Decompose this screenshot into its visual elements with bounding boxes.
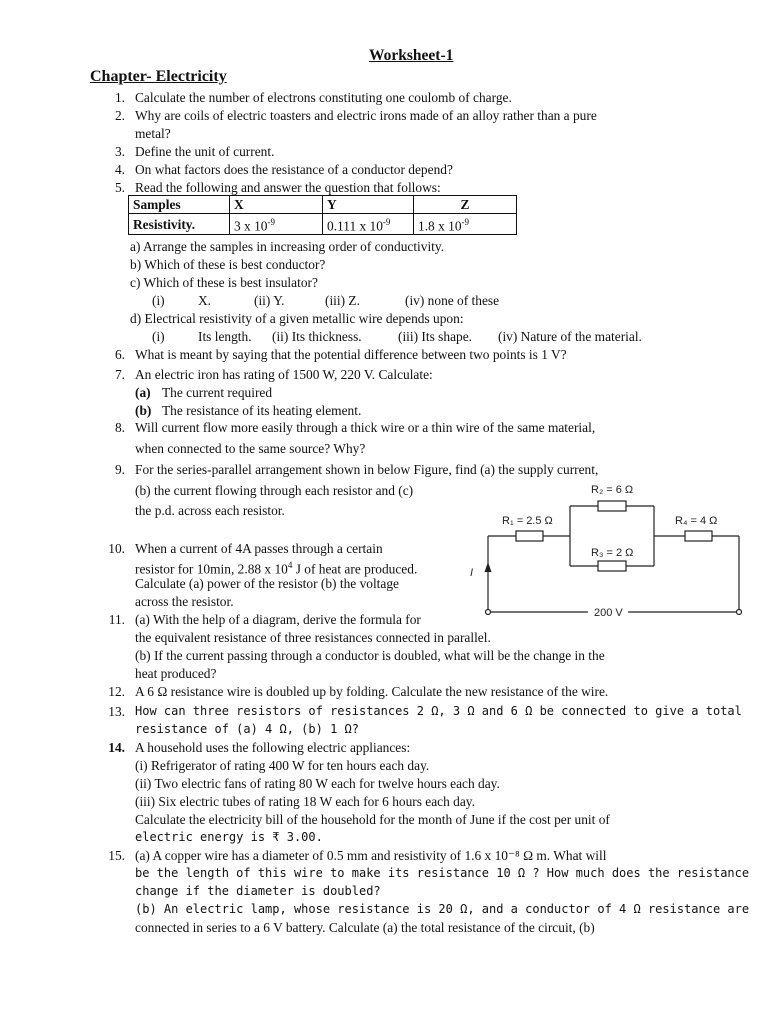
- question-15-line-3: change if the diameter is doubled?: [135, 884, 381, 898]
- question-number: 1.: [114, 90, 125, 105]
- table-row: [129, 214, 517, 235]
- question-5d: d) Electrical resistivity of a given metallic wire depends upon:: [130, 311, 464, 326]
- question-14-ii: (ii) Two electric fans of rating 80 W each for twelve hours each day.: [135, 776, 500, 791]
- option: (iv) Nature of the material.: [498, 329, 642, 344]
- question-number: 15.: [108, 848, 125, 863]
- question-11-line-1: (a) With the help of a diagram, derive the formula for: [135, 612, 421, 627]
- option: (i): [152, 293, 165, 308]
- chapter-heading: Chapter- Electricity: [90, 68, 227, 85]
- question-15-line-5: connected in series to a 6 V battery. Calculate (a) the total resistance of the circuit, (b): [135, 920, 595, 935]
- option: (iii) Its shape.: [398, 329, 473, 344]
- table-header-cell: Y: [323, 196, 414, 214]
- question-8-line-2: when connected to the same source? Why?: [135, 441, 366, 456]
- table-header-cell: Samples: [129, 196, 230, 214]
- question-11-line-2: the equivalent resistance of three resistances connected in parallel.: [135, 630, 491, 645]
- question-number: 12.: [108, 684, 125, 699]
- question-9-line-2: (b) the current flowing through each resistor and (c): [135, 483, 414, 498]
- question-9-line-1: For the series-parallel arrangement shown in below Figure, find (a) the supply current,: [135, 462, 599, 477]
- option: X.: [198, 293, 212, 308]
- question-4-text: On what factors does the resistance of a conductor depend?: [135, 162, 453, 177]
- option: Its length.: [198, 329, 252, 344]
- resistor-r1-symbol: [516, 531, 543, 541]
- table-header-cell: Z: [414, 196, 517, 214]
- question-10-line-1: When a current of 4A passes through a certain: [135, 541, 383, 556]
- question-number: 4.: [114, 162, 125, 177]
- resistor-r4-symbol: [685, 531, 712, 541]
- question-5b: b) Which of these is best conductor?: [130, 257, 326, 272]
- question-number: 3.: [114, 144, 125, 159]
- resistivity-table: [128, 195, 517, 235]
- question-3-text: Define the unit of current.: [135, 144, 275, 159]
- question-11-line-4: heat produced?: [135, 666, 217, 681]
- question-number: 5.: [114, 180, 125, 195]
- terminal-node: [486, 610, 491, 615]
- question-15-line-2: be the length of this wire to make its resistance 10 Ω ? How much does the resistance: [135, 866, 750, 880]
- table-header-row: [129, 196, 517, 214]
- question-13-line-2: resistance of (a) 4 Ω, (b) 1 Ω?: [135, 722, 359, 736]
- question-number: 11.: [108, 612, 125, 627]
- question-number: 9.: [114, 462, 125, 477]
- question-14-text: A household uses the following electric appliances:: [135, 740, 411, 755]
- table-row-label: Resistivity.: [129, 214, 230, 235]
- question-10-line-2: resistor for 10min, 2.88 x $10^4$ J of heat are produced.: [135, 560, 418, 577]
- current-label: I: [470, 567, 474, 579]
- question-14-line-6: electric energy is ₹ 3.00.: [135, 830, 323, 844]
- question-9-line-3: the p.d. across each resistor.: [135, 503, 285, 518]
- question-15-line-1: (a) A copper wire has a diameter of 0.5 mm and resistivity of 1.6 x 10⁻⁸ Ω m. What will: [135, 848, 607, 863]
- question-13-line-1: How can three resistors of resistances 2 Ω, 3 Ω and 6 Ω be connected to give a total: [135, 704, 742, 718]
- question-7a: The current required: [162, 385, 273, 400]
- terminal-node: [737, 610, 742, 615]
- question-number: 7.: [114, 367, 125, 382]
- question-10-line-3: Calculate (a) power of the resistor (b) the voltage: [135, 576, 399, 591]
- question-14-iii: (iii) Six electric tubes of rating 18 W each for 6 hours each day.: [135, 794, 475, 809]
- question-2-line-1: Why are coils of electric toasters and electric irons made of an alloy rather than a pure: [135, 108, 597, 123]
- subpart-mark: (a): [135, 385, 151, 400]
- question-12-text: A 6 Ω resistance wire is doubled up by folding. Calculate the new resistance of the wire.: [135, 684, 609, 699]
- option: (i): [152, 329, 165, 344]
- option: (ii) Its thickness.: [272, 329, 362, 344]
- option: (iv) none of these: [405, 293, 500, 308]
- resistor-r3-label: R₃ = 2 Ω: [591, 547, 634, 559]
- question-8-line-1: Will current flow more easily through a thick wire or a thin wire of the same material,: [135, 420, 596, 435]
- option: (iii) Z.: [325, 293, 360, 308]
- resistor-r1-label: R₁ = 2.5 Ω: [502, 515, 553, 527]
- question-5c: c) Which of these is best insulator?: [130, 275, 318, 290]
- current-arrow-icon: [485, 562, 492, 572]
- question-7-text: An electric iron has rating of 1500 W, 220 V. Calculate:: [135, 367, 433, 382]
- table-cell: 0.111 x $10^{-9}$: [323, 214, 414, 235]
- question-number: 8.: [114, 420, 125, 435]
- question-7b: The resistance of its heating element.: [162, 403, 362, 418]
- question-10-line-4: across the resistor.: [135, 594, 234, 609]
- worksheet-title: Worksheet-1: [369, 47, 454, 64]
- resistor-r4-label: R₄ = 4 Ω: [675, 515, 718, 527]
- question-2-line-2: metal?: [135, 126, 171, 141]
- subpart-mark: (b): [135, 403, 152, 418]
- question-5-text: Read the following and answer the question that follows:: [135, 180, 441, 195]
- question-number: 14.: [108, 740, 125, 755]
- question-5a: a) Arrange the samples in increasing order of conductivity.: [130, 239, 445, 254]
- supply-voltage-label: 200 V: [594, 607, 623, 619]
- question-6-text: What is meant by saying that the potential difference between two points is 1 V?: [135, 347, 567, 362]
- resistor-r3-symbol: [598, 561, 626, 571]
- question-number: 2.: [114, 108, 125, 123]
- question-number: 6.: [114, 347, 125, 362]
- question-1-text: Calculate the number of electrons constituting one coulomb of charge.: [135, 90, 512, 105]
- question-14-line-5: Calculate the electricity bill of the household for the month of June if the cost per unit of: [135, 812, 610, 827]
- table-cell: 1.8 x $10^{-9}$: [414, 214, 517, 235]
- table-cell: 3 x $10^{-9}$: [230, 214, 323, 235]
- resistor-r2-symbol: [598, 501, 626, 511]
- table-header-cell: X: [230, 196, 323, 214]
- option: (ii) Y.: [254, 293, 285, 308]
- question-number: 10.: [108, 541, 125, 556]
- question-number: 13.: [108, 704, 125, 719]
- question-15-line-4: (b) An electric lamp, whose resistance is 20 Ω, and a conductor of 4 Ω resistance are: [135, 902, 750, 916]
- question-11-line-3: (b) If the current passing through a conductor is doubled, what will be the change in the: [135, 648, 605, 663]
- series-parallel-circuit-diagram: [470, 476, 750, 621]
- question-14-i: (i) Refrigerator of rating 400 W for ten hours each day.: [135, 758, 430, 773]
- resistor-r2-label: R₂ = 6 Ω: [591, 484, 634, 496]
